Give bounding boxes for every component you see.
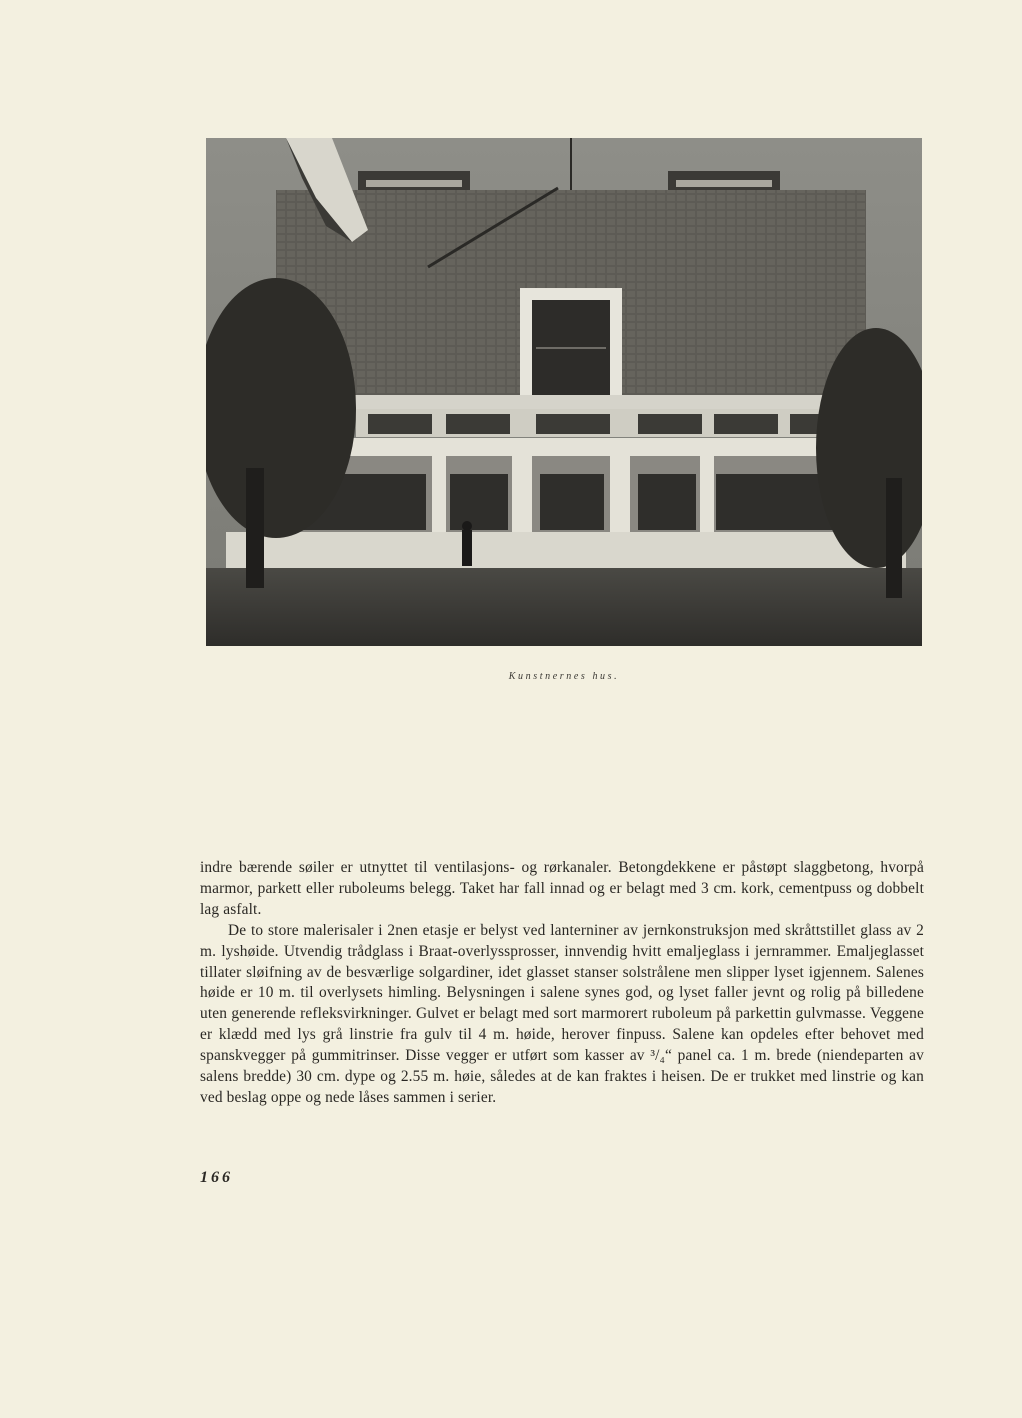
page-number: 166 xyxy=(200,1169,233,1186)
photo-caption: Kunstnernes hus. xyxy=(508,671,620,682)
building-photo xyxy=(206,138,922,646)
paragraph: De to store malerisaler i 2nen etasje er belyst ved lanterniner av jernkonstruksjon med skråttstillet glass av 2 m. lyshøide. Utvendig trådglass i Braat-overlyssprosser, innvendig hvitt emaljeglass i jernrammer. Emaljeglasset tillater sløifning av de besværlige solgardiner, idet glasset stanser solstrålene men slipper lyset igjennem. Salenes høide er 10 m. til overlysets himling. Belysningen i salene synes god, og lyset faller jevnt og rolig på billedene uten generende refleksvirkninger. Gulvet er belagt med sort marmorert ruboleum på parkettin gulvmasse. Veggene er klædd med lys grå linstrie fra gulv til 4 m. høide, herover finpuss. Salene kan opdeles efter behovet med spanskvegger på gummitrinser. Disse vegger er utført som kasser av ³/₄“ panel ca. 1 m. brede (niendeparten av salens bredde) 30 cm. dype og 2.55 m. høie, således at de kan fraktes i heisen. De er trukket med linstrie og kan ved beslag oppe og nede låses sammen i serier. xyxy=(200,921,924,1106)
paragraph: indre bærende søiler er utnyttet til ventilasjons- og rørkanaler. Betongdekkene er påstøpt slaggbetong, hvorpå marmor, parkett eller ruboleums belegg. Taket har fall innad og er belagt med 3 cm. kork, cementpuss og dobbelt lag asfalt. xyxy=(200,859,924,918)
body-text xyxy=(200,858,924,1109)
